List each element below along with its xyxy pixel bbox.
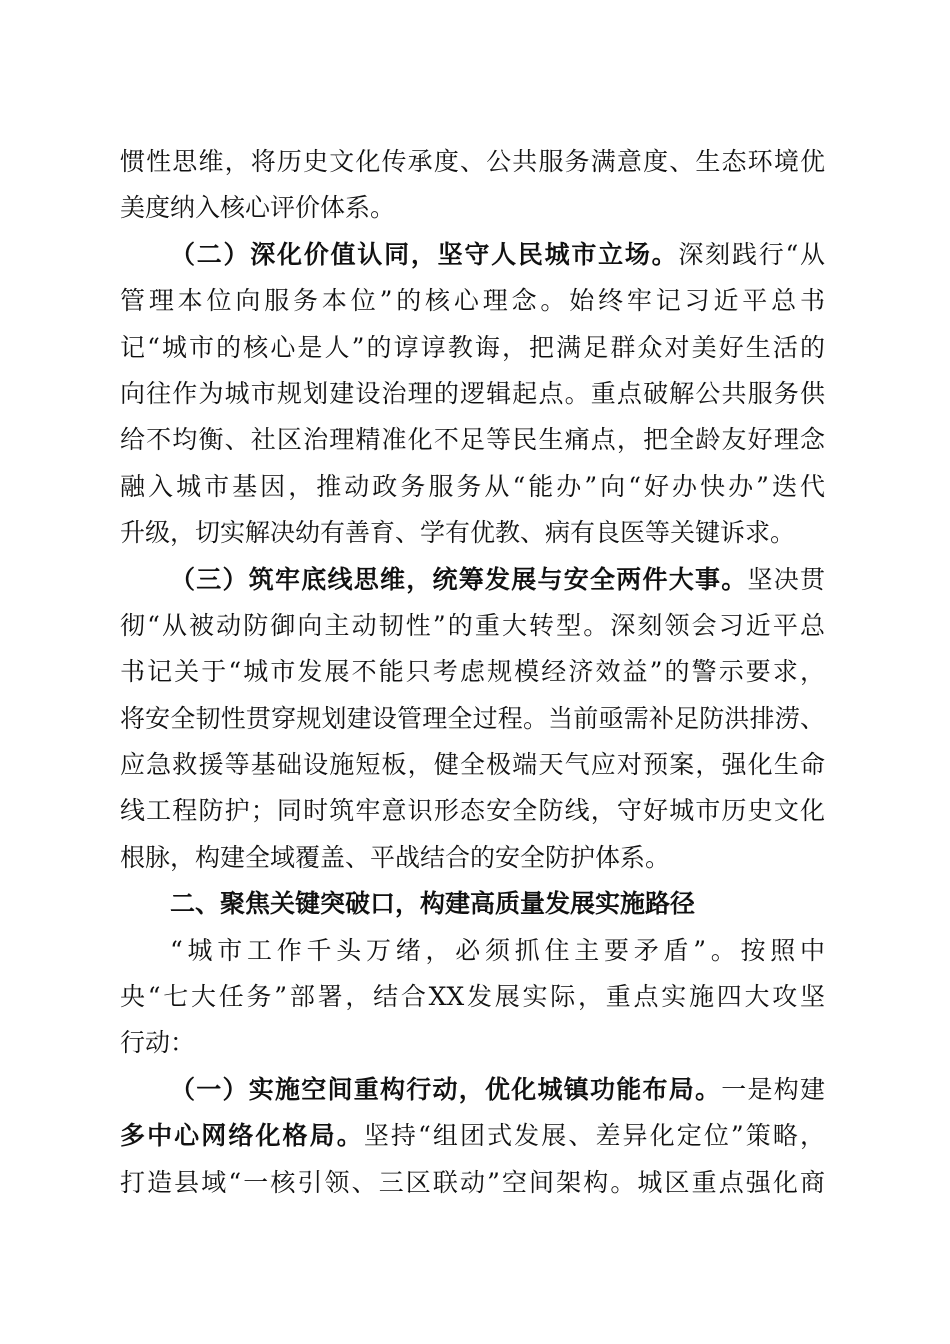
- text-run: 美度纳入核心评价体系。: [120, 193, 396, 223]
- text-run: 记“城市的核心是人”的谆谆教诲，把满足群众对美好生活的: [120, 332, 825, 362]
- section-heading: [120, 881, 825, 927]
- text-run: 升级，切实解决幼有善育、学有优教、病有良医等关键诉求。: [120, 518, 796, 548]
- text-line: [120, 649, 825, 695]
- text-line: [120, 974, 825, 1020]
- text-line: [120, 325, 825, 371]
- text-line: [120, 1020, 825, 1066]
- text-run: 彻“从被动防御向主动韧性”的重大转型。深刻领会习近平总: [120, 610, 825, 640]
- text-run: “城市工作千头万绪，必须抓住主要矛盾”。按照中: [170, 935, 825, 965]
- text-line: [120, 788, 825, 834]
- text-run: 给不均衡、社区治理精准化不足等民生痛点，把全龄友好理念: [120, 425, 825, 455]
- text-run: 打造县域“一核引领、三区联动”空间架构。城区重点强化商: [120, 1167, 825, 1197]
- text-line: [120, 1113, 825, 1159]
- text-run: 书记关于“城市发展不能只考虑规模经济效益”的警示要求，: [120, 657, 825, 687]
- text-line: [120, 835, 825, 881]
- text-run: 行动：: [120, 1028, 196, 1058]
- text-run: 坚持“组团式发展、差异化定位”策略，: [363, 1121, 825, 1151]
- text-line: [120, 928, 825, 974]
- text-line: [120, 185, 825, 231]
- text-run: 深刻践行“从: [678, 239, 825, 269]
- text-run: 一是构建: [721, 1074, 825, 1104]
- text-line: [120, 232, 825, 278]
- document-body: [120, 139, 825, 1206]
- text-run: 央“七大任务”部署，结合XX发展实际，重点实施四大攻坚: [120, 982, 825, 1012]
- text-line: [120, 557, 825, 603]
- text-run: 根脉，构建全域覆盖、平战结合的安全防护体系。: [120, 842, 671, 872]
- text-run: 惯性思维，将历史文化传承度、公共服务满意度、生态环境优: [120, 147, 825, 176]
- text-line: [120, 1160, 825, 1206]
- text-line: [120, 278, 825, 324]
- text-run: 应急救援等基础设施短板，健全极端天气应对预案，强化生命: [120, 750, 825, 780]
- text-line: [120, 603, 825, 649]
- bold-run: （三）筑牢底线思维，统筹发展与安全两件大事。: [170, 564, 748, 594]
- text-run: 融入城市基因，推动政务服务从“能办”向“好办快办”迭代: [120, 471, 825, 501]
- text-line: [120, 742, 825, 788]
- text-line: [120, 371, 825, 417]
- text-run: 二、聚焦关键突破口，构建高质量发展实施路径: [170, 889, 696, 919]
- bold-run: （一）实施空间重构行动，优化城镇功能布局。: [170, 1074, 722, 1104]
- text-run: 将安全韧性贯穿规划建设管理全过程。当前亟需补足防洪排涝、: [120, 703, 825, 733]
- text-run: 线工程防护；同时筑牢意识形态安全防线，守好城市历史文化: [120, 796, 825, 826]
- bold-run: （二）深化价值认同，坚守人民城市立场。: [170, 239, 679, 269]
- text-line: [120, 464, 825, 510]
- text-line: [120, 139, 825, 185]
- text-line: [120, 510, 825, 556]
- text-line: [120, 1067, 825, 1113]
- text-run: 向往作为城市规划建设治理的逻辑起点。重点破解公共服务供: [120, 378, 825, 408]
- text-line: [120, 417, 825, 463]
- text-line: [120, 696, 825, 742]
- text-run: 坚决贯: [747, 564, 825, 594]
- text-run: 管理本位向服务本位”的核心理念。始终牢记习近平总书: [120, 286, 825, 316]
- bold-run: 多中心网络化格局。: [120, 1121, 364, 1151]
